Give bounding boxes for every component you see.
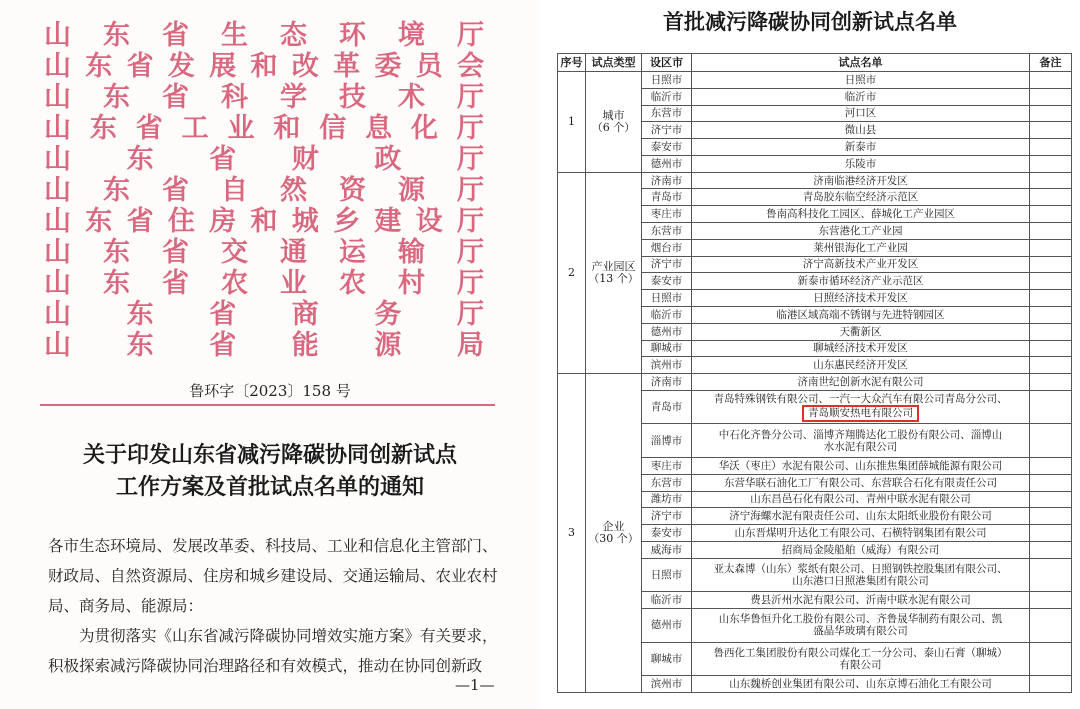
remarks-cell [1030,592,1072,609]
pilot-name-cell: 山东昌邑石化有限公司、青州中联水泥有限公司 [692,491,1030,508]
remarks-cell [1030,374,1072,391]
notice-title-line-1: 关于印发山东省减污降碳协同创新试点 [82,442,457,468]
table-header-row [558,54,1072,72]
city-cell: 东营市 [642,105,692,122]
remarks-cell [1030,558,1072,592]
pilot-name-cell: 东营华联石油化工厂有限公司、东营联合石化有限责任公司 [692,474,1030,491]
city-cell: 滨州市 [642,676,692,693]
department-line: 山 东 省 财 政 厅 [44,144,484,175]
pilot-name-cell: 山东魏桥创业集团有限公司、山东京博石油化工有限公司 [692,676,1030,693]
remarks-cell [1030,88,1072,105]
document-number: 鲁环字〔2023〕158 号 [189,382,351,400]
city-cell: 枣庄市 [642,206,692,223]
remarks-cell [1030,676,1072,693]
remarks-cell [1030,458,1072,475]
city-cell: 临沂市 [642,88,692,105]
pilot-name-cell: 山东惠民经济开发区 [692,357,1030,374]
remarks-cell [1030,290,1072,307]
department-line: 山 东 省 工 业 和 信 息 化 厅 [44,113,484,144]
red-divider-line [40,404,495,406]
remarks-cell [1030,642,1072,676]
city-cell: 枣庄市 [642,458,692,475]
header-city: 设区市 [642,54,692,72]
city-cell: 东营市 [642,474,692,491]
group-type: 城市 （6 个） [586,72,642,173]
remarks-cell [1030,491,1072,508]
city-cell: 聊城市 [642,642,692,676]
department-line: 山 东 省 自 然 资 源 厅 [44,175,484,206]
pilot-name-cell: 中石化齐鲁分公司、淄博齐翔腾达化工股份有限公司、淄博山 水水泥有限公司 [692,424,1030,458]
city-cell: 济宁市 [642,122,692,139]
pilot-name-cell: 山东晋煤明升达化工有限公司、石横特钢集团有限公司 [692,525,1030,542]
page-number: —1— [455,676,495,694]
notice-title-line-2: 工作方案及首批试点名单的通知 [115,474,424,500]
pilot-name-cell: 乐陵市 [692,155,1030,172]
group-seq: 2 [558,172,586,373]
department-line: 山 东 省 农 业 农 村 厅 [44,268,484,299]
remarks-cell [1030,172,1072,189]
table-row [558,72,1072,89]
remarks-cell [1030,323,1072,340]
remarks-cell [1030,139,1072,156]
remarks-cell [1030,105,1072,122]
pilot-name-cell: 日照市 [692,72,1030,89]
pilot-name-cell: 天衢新区 [692,323,1030,340]
group-seq: 1 [558,72,586,173]
city-cell: 济南市 [642,374,692,391]
remarks-cell [1030,390,1072,424]
header-type: 试点类型 [586,54,642,72]
pilot-name-cell: 日照经济技术开发区 [692,290,1030,307]
remarks-cell [1030,306,1072,323]
city-cell: 东营市 [642,223,692,240]
pilot-name-cell: 费县沂州水泥有限公司、沂南中联水泥有限公司 [692,592,1030,609]
city-cell: 德州市 [642,609,692,643]
remarks-cell [1030,609,1072,643]
remarks-cell [1030,541,1072,558]
remarks-cell [1030,223,1072,240]
remarks-cell [1030,508,1072,525]
city-cell: 德州市 [642,323,692,340]
right-document-page [540,0,1080,709]
pilot-name-cell: 济南临港经济开发区 [692,172,1030,189]
pilot-name-cell: 莱州银海化工产业园 [692,239,1030,256]
city-cell: 济宁市 [642,256,692,273]
table-body [558,72,1072,693]
department-line: 山 东 省 生 态 环 境 厅 [44,20,484,51]
pilot-name-cell: 济南世纪创新水泥有限公司 [692,374,1030,391]
department-line: 山 东 省 发 展 和 改 革 委 员 会 [44,51,484,82]
pilot-name-cell: 青岛胶东临空经济示范区 [692,189,1030,206]
pilot-name-cell: 济宁高新技术产业开发区 [692,256,1030,273]
pilot-name-cell: 招商局金陵船舶（威海）有限公司 [692,541,1030,558]
department-line: 山 东 省 交 通 运 输 厅 [44,237,484,268]
remarks-cell [1030,357,1072,374]
remarks-cell [1030,189,1072,206]
city-cell: 济宁市 [642,508,692,525]
city-cell: 德州市 [642,155,692,172]
remarks-cell [1030,72,1072,89]
pilot-name-cell: 青岛特殊钢铁有限公司、一汽一大众汽车有限公司青岛分公司、 青岛顺安热电有限公司 [692,390,1030,424]
body-line: 各市生态环境局、发展改革委、科技局、工业和信息化主管部门、 [48,537,498,555]
pilot-name-cell: 新泰市 [692,139,1030,156]
city-cell: 聊城市 [642,340,692,357]
department-line: 山 东 省 能 源 局 [44,330,484,361]
group-type: 企业 （30 个） [586,374,642,693]
remarks-cell [1030,256,1072,273]
city-cell: 青岛市 [642,390,692,424]
remarks-cell [1030,424,1072,458]
pilot-name-cell: 临沂市 [692,88,1030,105]
pilot-name-cell: 新泰市循环经济产业示范区 [692,273,1030,290]
remarks-cell [1030,474,1072,491]
city-cell: 泰安市 [642,139,692,156]
city-cell: 青岛市 [642,189,692,206]
city-cell: 日照市 [642,558,692,592]
pilot-name-cell: 鲁西化工集团股份有限公司煤化工一分公司、泰山石膏（聊城） 有限公司 [692,642,1030,676]
group-seq: 3 [558,374,586,693]
remarks-cell [1030,206,1072,223]
table-row [558,172,1072,189]
pilot-name-cell: 鲁南高科技化工园区、薛城化工产业园区 [692,206,1030,223]
city-cell: 淄博市 [642,424,692,458]
header-names: 试点名单 [692,54,1030,72]
pilot-name-cell: 东营港化工产业园 [692,223,1030,240]
remarks-cell [1030,239,1072,256]
city-cell: 日照市 [642,72,692,89]
header-seq: 序号 [558,54,586,72]
department-line: 山 东 省 住 房 和 城 乡 建 设 厅 [44,206,484,237]
city-cell: 日照市 [642,290,692,307]
remarks-cell [1030,273,1072,290]
department-line: 山 东 省 商 务 厅 [44,299,484,330]
body-line: 财政局、自然资源局、住房和城乡建设局、交通运输局、农业农村 [48,567,498,585]
pilot-name-cell: 微山县 [692,122,1030,139]
city-cell: 滨州市 [642,357,692,374]
group-type: 产业园区 （13 个） [586,172,642,373]
body-line: 为贯彻落实《山东省减污降碳协同增效实施方案》有关要求， [48,627,498,645]
city-cell: 泰安市 [642,525,692,542]
remarks-cell [1030,340,1072,357]
city-cell: 潍坊市 [642,491,692,508]
city-cell: 威海市 [642,541,692,558]
pilot-name-cell: 聊城经济技术开发区 [692,340,1030,357]
pilot-name-cell: 临港区域高端不锈钢与先进特钢园区 [692,306,1030,323]
pilot-name-cell: 亚太森博（山东）浆纸有限公司、日照钢铁控股集团有限公司、 山东港口日照港集团有限公司 [692,558,1030,592]
remarks-cell [1030,525,1072,542]
city-cell: 济南市 [642,172,692,189]
body-line: 积极探索减污降碳协同治理路径和有效模式，推动在协同创新政 [48,657,483,675]
pilot-name-cell: 山东华鲁恒升化工股份有限公司、齐鲁晟华制药有限公司、凯 盛晶华玻璃有限公司 [692,609,1030,643]
pilot-list-table [557,53,1072,693]
city-cell: 烟台市 [642,239,692,256]
city-cell: 临沂市 [642,592,692,609]
pilot-name-cell: 华沃（枣庄）水泥有限公司、山东推焦集团薛城能源有限公司 [692,458,1030,475]
highlighted-company: 青岛顺安热电有限公司 [802,405,919,422]
remarks-cell [1030,122,1072,139]
remarks-cell [1030,155,1072,172]
pilot-name-cell: 济宁海螺水泥有限责任公司、山东太阳纸业股份有限公司 [692,508,1030,525]
header-remarks: 备注 [1030,54,1072,72]
pilot-name-cell: 河口区 [692,105,1030,122]
city-cell: 临沂市 [642,306,692,323]
city-cell: 泰安市 [642,273,692,290]
table-row [558,374,1072,391]
department-line: 山 东 省 科 学 技 术 厅 [44,82,484,113]
pilot-list-title: 首批减污降碳协同创新试点名单 [663,9,957,34]
body-line: 局、商务局、能源局： [48,597,204,615]
